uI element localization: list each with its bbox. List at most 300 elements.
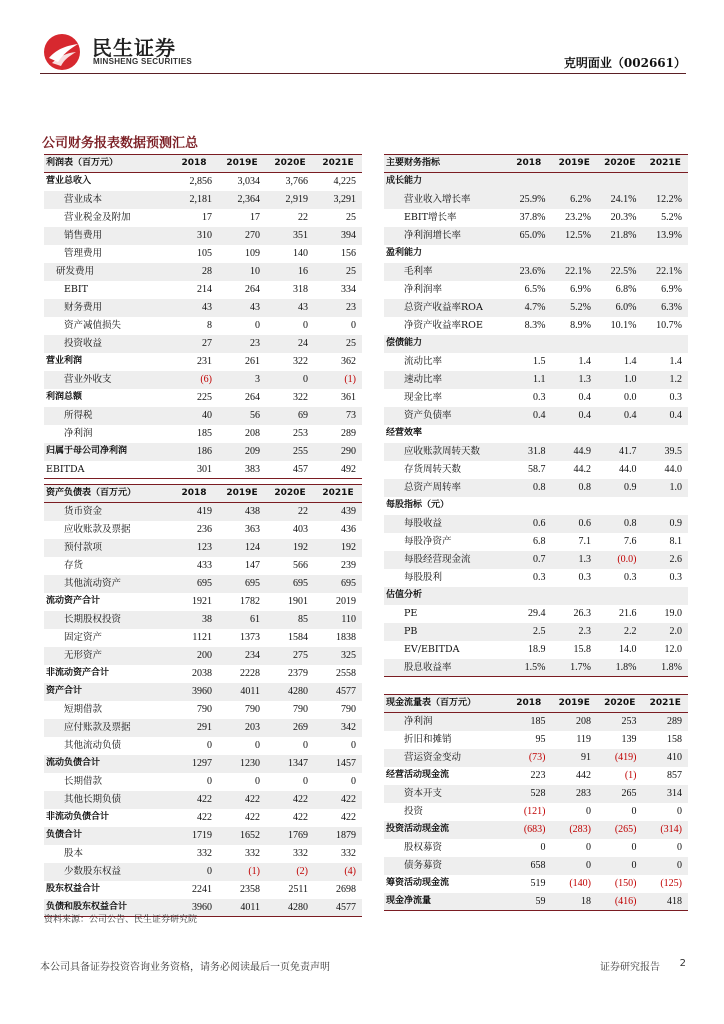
table-row bbox=[44, 719, 362, 737]
cell-value: 422 bbox=[293, 812, 308, 823]
table-row bbox=[384, 839, 688, 857]
cell-value: 0 bbox=[266, 371, 314, 389]
cell-value: 14.0 bbox=[619, 644, 637, 655]
table-row bbox=[44, 425, 362, 443]
cell-value bbox=[643, 425, 689, 443]
cell-value: 109 bbox=[245, 248, 260, 259]
cell-value: 124 bbox=[218, 539, 266, 557]
income-statement-table bbox=[44, 154, 362, 479]
cell-value: 3960 bbox=[170, 899, 218, 917]
cell-value: 1.0 bbox=[643, 479, 689, 497]
cell-value: 0 bbox=[255, 320, 260, 331]
table-row bbox=[384, 263, 688, 281]
table-row bbox=[384, 443, 688, 461]
row-label: 研发费用 bbox=[44, 263, 170, 281]
cell-value: 419 bbox=[170, 503, 218, 521]
row-label: 股东权益合计 bbox=[46, 884, 101, 894]
row-label: 折旧和摊销 bbox=[404, 734, 452, 745]
cell-value: 695 bbox=[170, 575, 218, 593]
cell-value: 0.3 bbox=[669, 392, 682, 403]
table-row bbox=[44, 809, 362, 827]
table-row bbox=[44, 863, 362, 881]
table-row bbox=[44, 209, 362, 227]
cell-value: 214 bbox=[197, 284, 212, 295]
cash-flow-table bbox=[384, 694, 688, 911]
cell-value: 1.1 bbox=[506, 371, 552, 389]
cell-value: 0 bbox=[540, 842, 546, 853]
table-header-row bbox=[44, 485, 362, 503]
table-row bbox=[384, 461, 688, 479]
cell-value: 25 bbox=[314, 335, 362, 353]
cell-value: 105 bbox=[197, 248, 212, 259]
cell-value: (265) bbox=[597, 821, 643, 839]
cell-value: 147 bbox=[245, 560, 260, 571]
cell-value: 0 bbox=[303, 776, 308, 787]
cell-value: 1.7% bbox=[552, 659, 598, 677]
table-row bbox=[384, 353, 688, 371]
cell-value: 61 bbox=[218, 611, 266, 629]
row-label: 总资产周转率 bbox=[384, 479, 506, 497]
cell-value: 58.7 bbox=[528, 464, 546, 475]
row-label: 毛利率 bbox=[384, 263, 506, 281]
column-header: 2018 bbox=[506, 155, 552, 173]
cell-value: 2558 bbox=[336, 668, 356, 679]
row-label: 速动比率 bbox=[384, 371, 506, 389]
cell-value: 17 bbox=[202, 212, 212, 223]
row-label: 应付账款及票据 bbox=[44, 719, 170, 737]
row-label: 筹资活动现金流 bbox=[386, 878, 450, 888]
cell-value: 322 bbox=[293, 392, 308, 403]
row-label: 营业收入增长率 bbox=[384, 191, 506, 209]
row-label: 偿债能力 bbox=[384, 335, 506, 353]
cell-value: 0.4 bbox=[506, 407, 552, 425]
cell-value: 0.6 bbox=[552, 515, 598, 533]
table-row bbox=[44, 575, 362, 593]
row-label: 每股净资产 bbox=[404, 536, 452, 547]
table-row bbox=[384, 191, 688, 209]
cell-value: 0 bbox=[586, 842, 591, 853]
cell-value: 1.4 bbox=[669, 356, 682, 367]
cell-value bbox=[552, 587, 598, 605]
cell-value: 23.6% bbox=[506, 263, 552, 281]
cell-value: 22.5% bbox=[597, 263, 643, 281]
cell-value: 2.5 bbox=[506, 623, 552, 641]
cell-value: 2038 bbox=[192, 668, 212, 679]
row-label: 成长能力 bbox=[384, 173, 506, 191]
cell-value: 139 bbox=[621, 734, 637, 745]
row-label: 每股经营现金流 bbox=[384, 551, 506, 569]
cell-value bbox=[552, 425, 598, 443]
row-label: 债务募资 bbox=[384, 857, 506, 875]
cell-value: 10 bbox=[218, 263, 266, 281]
row-label: EV/EBITDA bbox=[404, 644, 460, 655]
table-row bbox=[44, 665, 362, 683]
row-label: 短期借款 bbox=[64, 704, 103, 715]
table-row bbox=[44, 461, 362, 479]
table-row bbox=[44, 173, 362, 191]
cell-value: 1.2 bbox=[643, 371, 689, 389]
table-row bbox=[44, 353, 362, 371]
cell-value: 18 bbox=[552, 893, 598, 911]
table-row bbox=[44, 593, 362, 611]
cell-value: 156 bbox=[341, 248, 356, 259]
cell-value: 1769 bbox=[266, 827, 314, 845]
cell-value: 1.0 bbox=[597, 371, 643, 389]
cell-value: 658 bbox=[506, 857, 552, 875]
cell-value: 2358 bbox=[240, 884, 260, 895]
table-row bbox=[384, 587, 688, 605]
cell-value: 361 bbox=[341, 392, 356, 403]
table-row bbox=[384, 245, 688, 263]
cell-value: 283 bbox=[552, 785, 598, 803]
table-row bbox=[44, 443, 362, 461]
cell-value: 2,856 bbox=[189, 176, 212, 188]
cell-value: 10.7% bbox=[656, 320, 682, 331]
row-label: 股本 bbox=[64, 848, 84, 859]
cell-value: (125) bbox=[660, 878, 682, 889]
cell-value: 2.0 bbox=[643, 623, 689, 641]
cell-value bbox=[552, 245, 598, 263]
cell-value: 2.2 bbox=[597, 623, 643, 641]
table-row bbox=[384, 803, 688, 821]
cell-value: 253 bbox=[293, 428, 308, 439]
cell-value: 39.5 bbox=[643, 443, 689, 461]
table-row bbox=[44, 503, 362, 521]
row-label: 经营活动现金流 bbox=[386, 770, 450, 780]
cell-value: 234 bbox=[218, 647, 266, 665]
table-row bbox=[384, 389, 688, 407]
cell-value bbox=[506, 335, 552, 353]
cell-value: 1584 bbox=[288, 632, 308, 643]
cell-value: 334 bbox=[341, 284, 356, 295]
cell-value: 264 bbox=[245, 392, 260, 403]
table-row bbox=[44, 701, 362, 719]
table-title: 资产负债表（百万元） bbox=[44, 485, 170, 503]
row-label: 资本开支 bbox=[384, 785, 506, 803]
cell-value: 239 bbox=[341, 560, 356, 571]
cell-value: 0.7 bbox=[506, 551, 552, 569]
row-label: 净资产收益率ROE bbox=[404, 320, 483, 331]
cell-value: 790 bbox=[245, 704, 260, 715]
cell-value bbox=[597, 425, 643, 443]
table-row bbox=[44, 317, 362, 335]
cell-value: (121) bbox=[523, 806, 546, 817]
cell-value: 2.6 bbox=[643, 551, 689, 569]
row-label: 负债和股东权益合计 bbox=[44, 899, 170, 917]
cell-value: 325 bbox=[314, 647, 362, 665]
cell-value: 231 bbox=[197, 356, 212, 367]
column-header: 2021E bbox=[643, 695, 689, 713]
row-label: 利润总额 bbox=[46, 392, 83, 402]
cell-value: 225 bbox=[197, 392, 212, 403]
cell-value: 265 bbox=[597, 785, 643, 803]
cell-value: 24.1% bbox=[597, 191, 643, 209]
cell-value: 436 bbox=[341, 524, 356, 535]
cell-value: (419) bbox=[597, 749, 643, 767]
row-label: 流动资产合计 bbox=[46, 596, 101, 606]
cell-value: 192 bbox=[266, 539, 314, 557]
row-label: 其他流动资产 bbox=[44, 575, 170, 593]
cell-value: 0.8 bbox=[552, 479, 598, 497]
cell-value: 275 bbox=[266, 647, 314, 665]
cell-value: 16 bbox=[266, 263, 314, 281]
row-label: 每股股利 bbox=[404, 572, 443, 583]
row-label: 负债合计 bbox=[44, 827, 170, 845]
table-row bbox=[384, 317, 688, 335]
table-row bbox=[44, 557, 362, 575]
table-row bbox=[384, 893, 688, 911]
cell-value: 0.3 bbox=[533, 572, 546, 583]
cell-value: 1652 bbox=[218, 827, 266, 845]
table-title: 利润表（百万元） bbox=[44, 155, 170, 173]
cell-value: (416) bbox=[597, 893, 643, 911]
table-title: 主要财务指标 bbox=[384, 155, 506, 173]
table-row bbox=[44, 791, 362, 809]
cell-value: 185 bbox=[506, 713, 552, 731]
brand-name-en: MINSHENG SECURITIES bbox=[93, 57, 193, 66]
cell-value: (2) bbox=[266, 863, 314, 881]
cell-value: 1901 bbox=[288, 596, 308, 607]
cell-value bbox=[506, 497, 552, 515]
cell-value: 43 bbox=[170, 299, 218, 317]
row-label: 营业利润 bbox=[46, 356, 83, 366]
row-label: 每股收益 bbox=[384, 515, 506, 533]
stock-title: 克明面业（002661） bbox=[563, 56, 686, 70]
table-row bbox=[384, 299, 688, 317]
cell-value: 0 bbox=[586, 806, 591, 817]
row-label: 非流动负债合计 bbox=[46, 812, 110, 822]
row-label: 资产负债率 bbox=[384, 407, 506, 425]
column-header: 2021E bbox=[314, 155, 362, 173]
table-row bbox=[44, 773, 362, 791]
row-label: 长期股权投资 bbox=[44, 611, 170, 629]
cell-value bbox=[643, 173, 689, 191]
cell-value: 438 bbox=[218, 503, 266, 521]
cell-value: 422 bbox=[218, 791, 266, 809]
row-label: 营业总收入 bbox=[46, 176, 92, 187]
cell-value: 1347 bbox=[266, 755, 314, 773]
cell-value: 1719 bbox=[170, 827, 218, 845]
cell-value: 2,181 bbox=[170, 191, 218, 209]
cell-value: 332 bbox=[197, 848, 212, 859]
table-row bbox=[384, 749, 688, 767]
row-label: 应收账款周转天数 bbox=[384, 443, 506, 461]
table-row bbox=[384, 785, 688, 803]
cell-value: 17 bbox=[250, 212, 260, 223]
cell-value bbox=[643, 335, 689, 353]
cell-value: 43 bbox=[218, 299, 266, 317]
cell-value: 10.1% bbox=[610, 320, 637, 331]
cell-value: 15.8 bbox=[573, 644, 591, 655]
table-row bbox=[44, 371, 362, 389]
cell-value: 95 bbox=[535, 734, 546, 745]
cell-value: 0.4 bbox=[597, 407, 643, 425]
cell-value: 383 bbox=[218, 461, 266, 479]
cell-value: 422 bbox=[341, 812, 356, 823]
cell-value: 0 bbox=[677, 806, 682, 817]
cell-value: 1.5% bbox=[506, 659, 552, 677]
cell-value: 0.4 bbox=[552, 407, 598, 425]
table-row bbox=[44, 227, 362, 245]
row-label: 流动负债合计 bbox=[44, 755, 170, 773]
table-row bbox=[44, 389, 362, 407]
cell-value: 0.6 bbox=[506, 515, 552, 533]
row-label: EBITDA bbox=[44, 461, 170, 479]
table-header-row bbox=[384, 695, 688, 713]
cell-value: 0 bbox=[207, 776, 212, 787]
table-row bbox=[384, 371, 688, 389]
cell-value: 422 bbox=[197, 812, 212, 823]
cell-value: 12.5% bbox=[552, 227, 598, 245]
cell-value: 208 bbox=[245, 428, 260, 439]
cell-value: 0 bbox=[303, 320, 308, 331]
source-note: 资料来源：公司公告、民生证券研究院 bbox=[44, 915, 198, 925]
cell-value: 322 bbox=[293, 356, 308, 367]
row-label: 营业成本 bbox=[44, 191, 170, 209]
cell-value: 4011 bbox=[218, 899, 266, 917]
cell-value: 23 bbox=[314, 299, 362, 317]
cell-value: (1) bbox=[314, 371, 362, 389]
row-label: 总资产收益率ROA bbox=[384, 299, 506, 317]
column-header: 2019E bbox=[218, 155, 266, 173]
table-row bbox=[384, 209, 688, 227]
table-row bbox=[44, 299, 362, 317]
cell-value: 200 bbox=[170, 647, 218, 665]
row-label: 归属于母公司净利润 bbox=[44, 443, 170, 461]
cell-value: 158 bbox=[667, 734, 682, 745]
cell-value: 85 bbox=[266, 611, 314, 629]
row-label: EBIT bbox=[64, 284, 89, 295]
cell-value: 0 bbox=[255, 740, 260, 751]
table-row bbox=[44, 611, 362, 629]
cell-value bbox=[643, 245, 689, 263]
table-row bbox=[44, 827, 362, 845]
row-label: 净利润增长率 bbox=[384, 227, 506, 245]
cell-value: 7.1 bbox=[578, 536, 591, 547]
cell-value: 22 bbox=[266, 503, 314, 521]
table-row bbox=[384, 533, 688, 551]
cell-value: 25 bbox=[314, 263, 362, 281]
cell-value: 22 bbox=[298, 212, 308, 223]
table-header-row bbox=[384, 155, 688, 173]
table-row bbox=[44, 521, 362, 539]
cell-value: 0 bbox=[552, 857, 598, 875]
cell-value: 3,766 bbox=[285, 176, 308, 188]
table-row bbox=[44, 683, 362, 701]
column-header: 2021E bbox=[314, 485, 362, 503]
balance-sheet-table bbox=[44, 484, 362, 917]
row-label: 非流动资产合计 bbox=[46, 668, 110, 678]
table-row bbox=[384, 623, 688, 641]
cell-value: 519 bbox=[530, 878, 546, 889]
cell-value: 56 bbox=[218, 407, 266, 425]
cell-value: 3,291 bbox=[314, 191, 362, 209]
cell-value: 1.3 bbox=[552, 551, 598, 569]
cell-value: 21.6 bbox=[619, 608, 637, 619]
cell-value: 186 bbox=[170, 443, 218, 461]
row-label: 固定资产 bbox=[64, 632, 103, 643]
cell-value: 695 bbox=[266, 575, 314, 593]
table-row bbox=[384, 407, 688, 425]
cell-value: (73) bbox=[506, 749, 552, 767]
cell-value: 2019 bbox=[336, 596, 356, 607]
column-header: 2020E bbox=[266, 155, 314, 173]
table-row bbox=[384, 173, 688, 191]
cell-value: 3960 bbox=[170, 683, 218, 701]
cell-value: 209 bbox=[218, 443, 266, 461]
cell-value: 91 bbox=[552, 749, 598, 767]
column-header: 2018 bbox=[170, 485, 218, 503]
cell-value: 65.0% bbox=[506, 227, 552, 245]
cell-value: 0 bbox=[677, 842, 682, 853]
cell-value: 0 bbox=[597, 857, 643, 875]
cell-value: 695 bbox=[218, 575, 266, 593]
cell-value: 332 bbox=[341, 848, 356, 859]
table-row bbox=[384, 425, 688, 443]
cell-value: 2379 bbox=[288, 668, 308, 679]
cell-value: 43 bbox=[266, 299, 314, 317]
cell-value: 2228 bbox=[240, 668, 260, 679]
row-label: 其他长期负债 bbox=[44, 791, 170, 809]
cell-value: 192 bbox=[314, 539, 362, 557]
cell-value: 119 bbox=[576, 734, 591, 745]
column-header: 2019E bbox=[552, 695, 598, 713]
row-label: 每股指标（元） bbox=[386, 500, 450, 510]
cell-value: 457 bbox=[266, 461, 314, 479]
cell-value: 1230 bbox=[218, 755, 266, 773]
cell-value: 790 bbox=[293, 704, 308, 715]
cell-value bbox=[597, 245, 643, 263]
cell-value: 44.0 bbox=[619, 464, 637, 475]
cell-value: 8.1 bbox=[669, 536, 682, 547]
cell-value: 110 bbox=[314, 611, 362, 629]
cell-value: 403 bbox=[293, 524, 308, 535]
row-label: 资产减值损失 bbox=[64, 320, 122, 331]
cell-value: 433 bbox=[197, 560, 212, 571]
cell-value: 422 bbox=[266, 791, 314, 809]
cell-value: (283) bbox=[552, 821, 598, 839]
cell-value: 410 bbox=[643, 749, 689, 767]
cell-value: 73 bbox=[314, 407, 362, 425]
table-row bbox=[384, 821, 688, 839]
row-label: 长期借款 bbox=[64, 776, 103, 787]
cell-value: 4280 bbox=[266, 899, 314, 917]
row-label: 营运资金变动 bbox=[384, 749, 506, 767]
cell-value: 269 bbox=[266, 719, 314, 737]
cell-value: 0.8 bbox=[506, 479, 552, 497]
row-label: 营业税金及附加 bbox=[64, 212, 131, 223]
cell-value: 7.6 bbox=[624, 536, 637, 547]
column-header: 2020E bbox=[597, 155, 643, 173]
table-row bbox=[384, 857, 688, 875]
cell-value: 5.2% bbox=[552, 299, 598, 317]
cell-value: 422 bbox=[170, 791, 218, 809]
cell-value: 24 bbox=[266, 335, 314, 353]
row-label: 现金净流量 bbox=[384, 893, 506, 911]
cell-value: 1.8% bbox=[643, 659, 689, 677]
cell-value: 6.9% bbox=[661, 284, 682, 295]
table-row bbox=[384, 605, 688, 623]
cell-value: 22.1% bbox=[552, 263, 598, 281]
cell-value: 5.2% bbox=[661, 212, 682, 223]
cell-value bbox=[506, 173, 552, 191]
table-row bbox=[384, 227, 688, 245]
row-label: 少数股东权益 bbox=[44, 863, 170, 881]
cell-value: (314) bbox=[643, 821, 689, 839]
cell-value: 422 bbox=[245, 812, 260, 823]
row-label: 预付款项 bbox=[44, 539, 170, 557]
cell-value: 0.0 bbox=[624, 392, 637, 403]
